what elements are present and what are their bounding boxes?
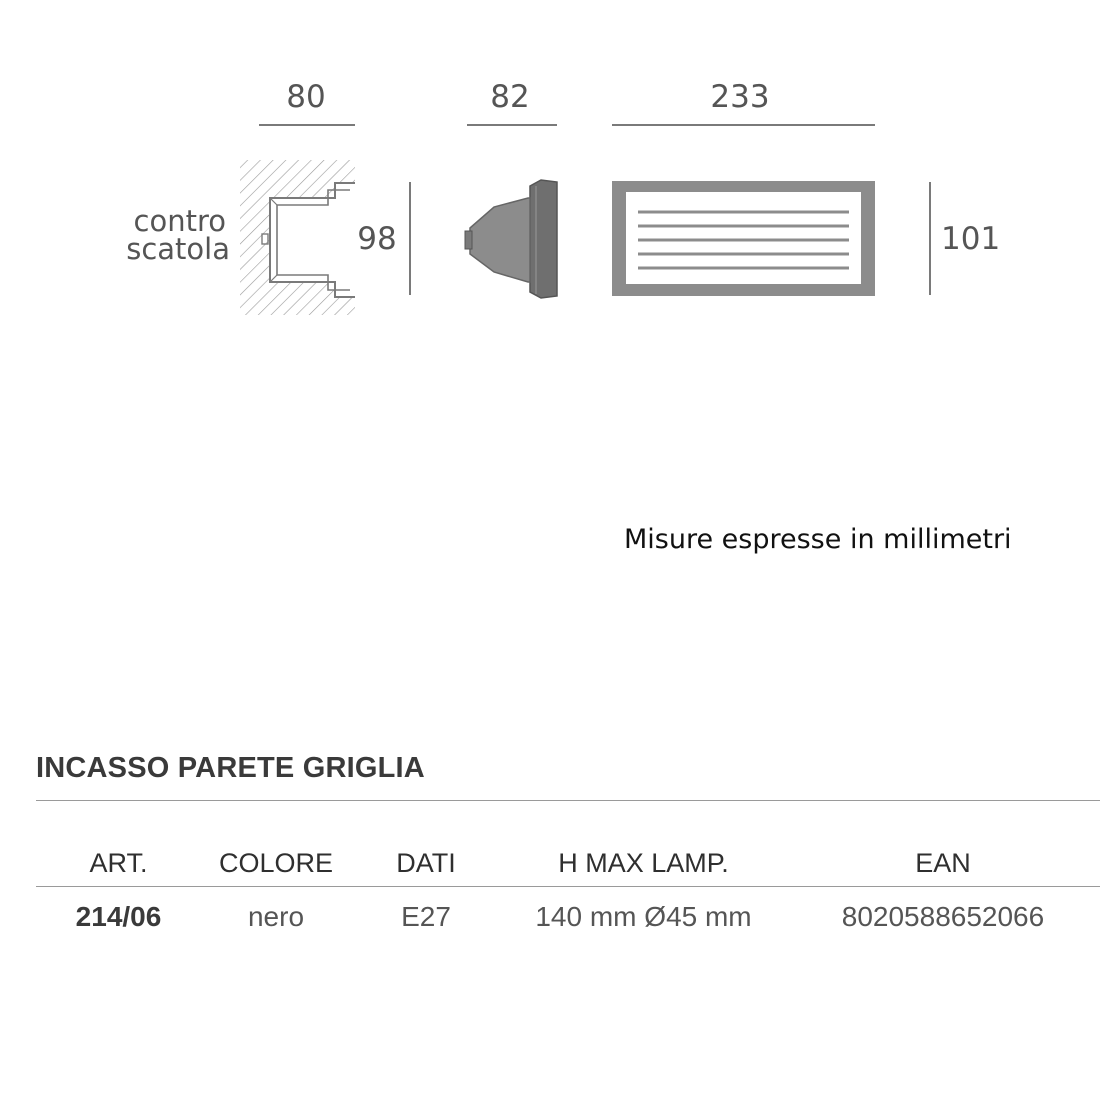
spec-table [36,840,1100,937]
title-divider [36,800,1100,801]
cell-art: 214/06 [75,901,162,932]
table-header-row [36,840,1100,887]
dimension-backbox-height: 98 [357,221,397,257]
dimension-grille-height: 101 [941,221,1001,257]
cell-dati: E27 [401,901,451,932]
cell-ean: 8020588652066 [841,901,1045,932]
dimension-bezel-depth: 82 [490,79,530,115]
dimension-backbox-width: 80 [286,79,326,115]
table-row [36,887,1100,938]
fixture-front-grille [612,181,875,296]
backbox-section [240,160,360,315]
header-dati: DATI [351,840,501,887]
backbox-label-line1: contro [133,204,226,238]
units-note: Misure espresse in millimetri [624,524,1012,555]
dimension-grille-width: 233 [710,79,770,115]
backbox-label-line2: scatola [126,232,230,266]
product-title: INCASSO PARETE GRIGLIA [36,752,425,784]
header-art: ART. [36,840,201,887]
fixture-side-profile [465,180,557,298]
header-ean: EAN [786,840,1100,887]
header-h-max-lamp: H MAX LAMP. [501,840,786,887]
header-colore: COLORE [201,840,351,887]
cell-colore: nero [247,901,305,932]
cell-h-max-lamp: 140 mm Ø45 mm [535,901,752,932]
technical-drawing [0,0,1100,400]
